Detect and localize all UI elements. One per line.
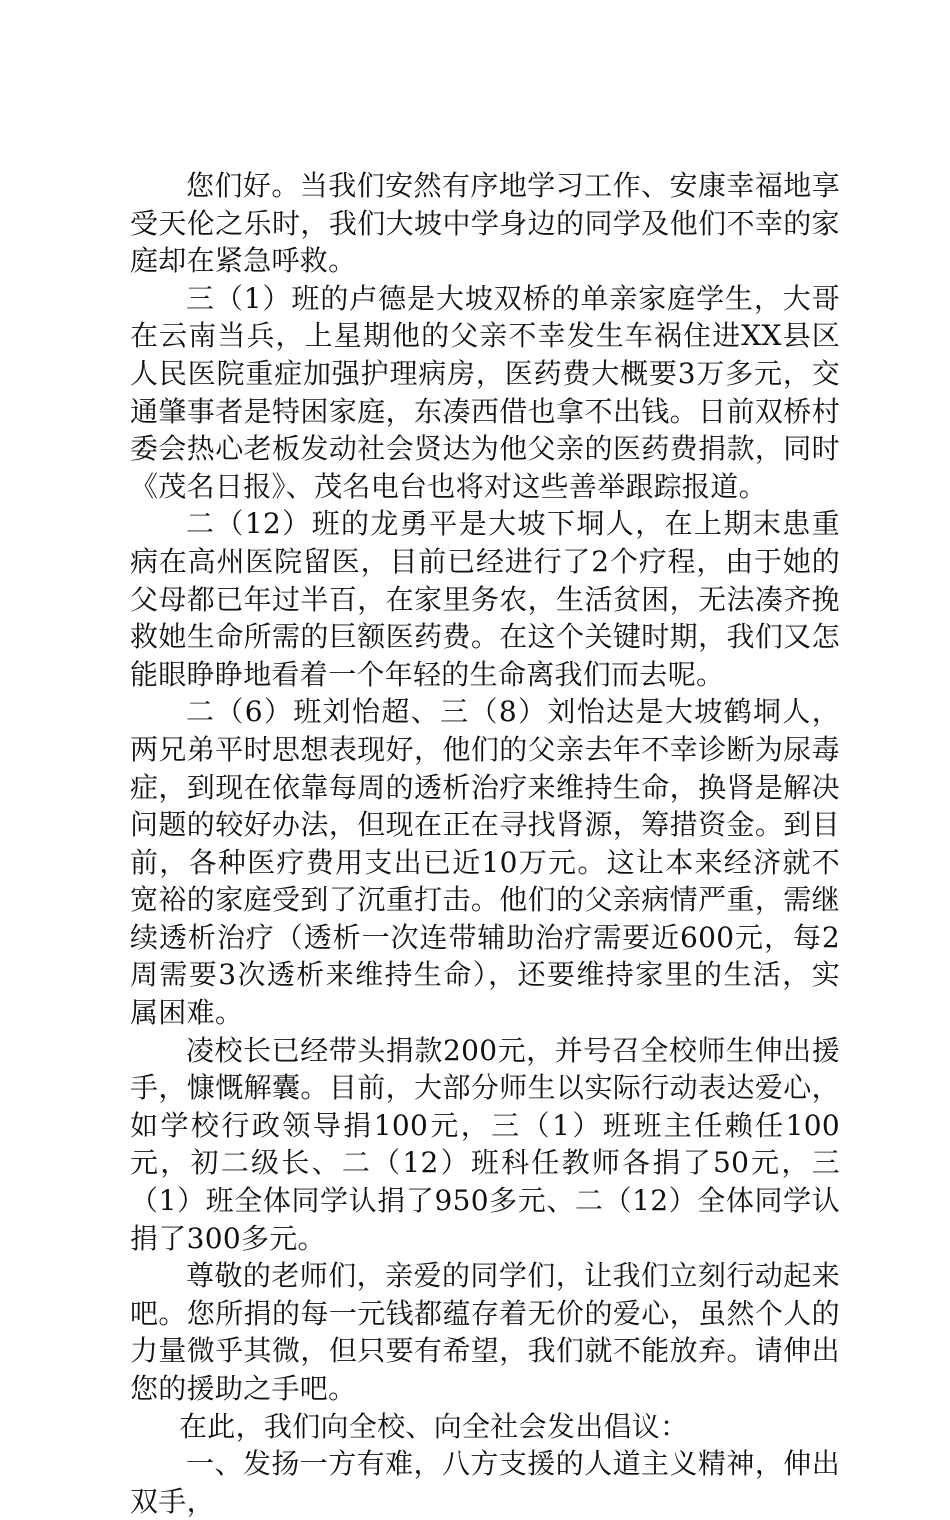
paragraph-appeal: 尊敬的老师们，亲爱的同学们，让我们立刻行动起来吧。您所捐的每一元钱都蕴存着无价的爱心，虽然个人的力量微乎其微，但只要有希望，我们就不能放弃。请伸出您的援助之手吧。 — [130, 1259, 840, 1405]
paragraph-lu-de: 三（1）班的卢德是大坡双桥的单亲家庭学生，大哥在云南当兵，上星期他的父亲不幸发生车祸住进XX县区人民医院重症加强护理病房，医药费大概要3万多元，交通肇事者是特困家庭，东凑西借也拿不出钱。日前双桥村委会热心老板发动社会贤达为他父亲的医药费捐款，同时《茂名日报》、茂名电台也将对这些善举跟踪报道。 — [130, 281, 840, 503]
document-body — [130, 167, 840, 1520]
paragraph-liu-brothers: 二（6）班刘怡超、三（8）刘怡达是大坡鹤垌人，两兄弟平时思想表现好，他们的父亲去年不幸诊断为尿毒症，到现在依靠每周的透析治疗来维持生命，换肾是解决问题的较好办法，但现在正在寻找肾源，筹措资金。到目前，各种医疗费用支出已近10万元。这让本来经济就不宽裕的家庭受到了沉重打击。他们的父亲病情严重，需继续透析治疗（透析一次连带辅助治疗需要近600元，每2周需要3次透析来维持生命），还要维持家里的生活，实属困难。 — [130, 695, 840, 1030]
paragraph-initiative-one: 一、发扬一方有难，八方支援的人道主义精神，伸出双手， — [130, 1447, 840, 1518]
paragraph-long-yongping: 二（12）班的龙勇平是大坡下垌人，在上期末患重病在高州医院留医，目前已经进行了2个疗程，由于她的父母都已年过半百，在家里务农，生活贫困，无法凑齐挽救她生命所需的巨额医药费。在这个关键时期，我们又怎能眼睁睁地看着一个年轻的生命离我们而去呢。 — [130, 507, 840, 691]
paragraph-greeting: 您们好。当我们安然有序地学习工作、安康幸福地享受天伦之乐时，我们大坡中学身边的同学及他们不幸的家庭却在紧急呼救。 — [130, 169, 840, 278]
paragraph-donations: 凌校长已经带头捐款200元，并号召全校师生伸出援手，慷慨解囊。目前，大部分师生以实际行动表达爱心，如学校行政领导捐100元，三（1）班班主任赖任100元，初二级长、二（12）班科任教师各捐了50元，三（1）班全体同学认捐了950多元、二（12）全体同学认捐了300多元。 — [130, 1033, 840, 1255]
paragraph-initiative-intro: 在此，我们向全校、向全社会发出倡议： — [179, 1409, 689, 1443]
